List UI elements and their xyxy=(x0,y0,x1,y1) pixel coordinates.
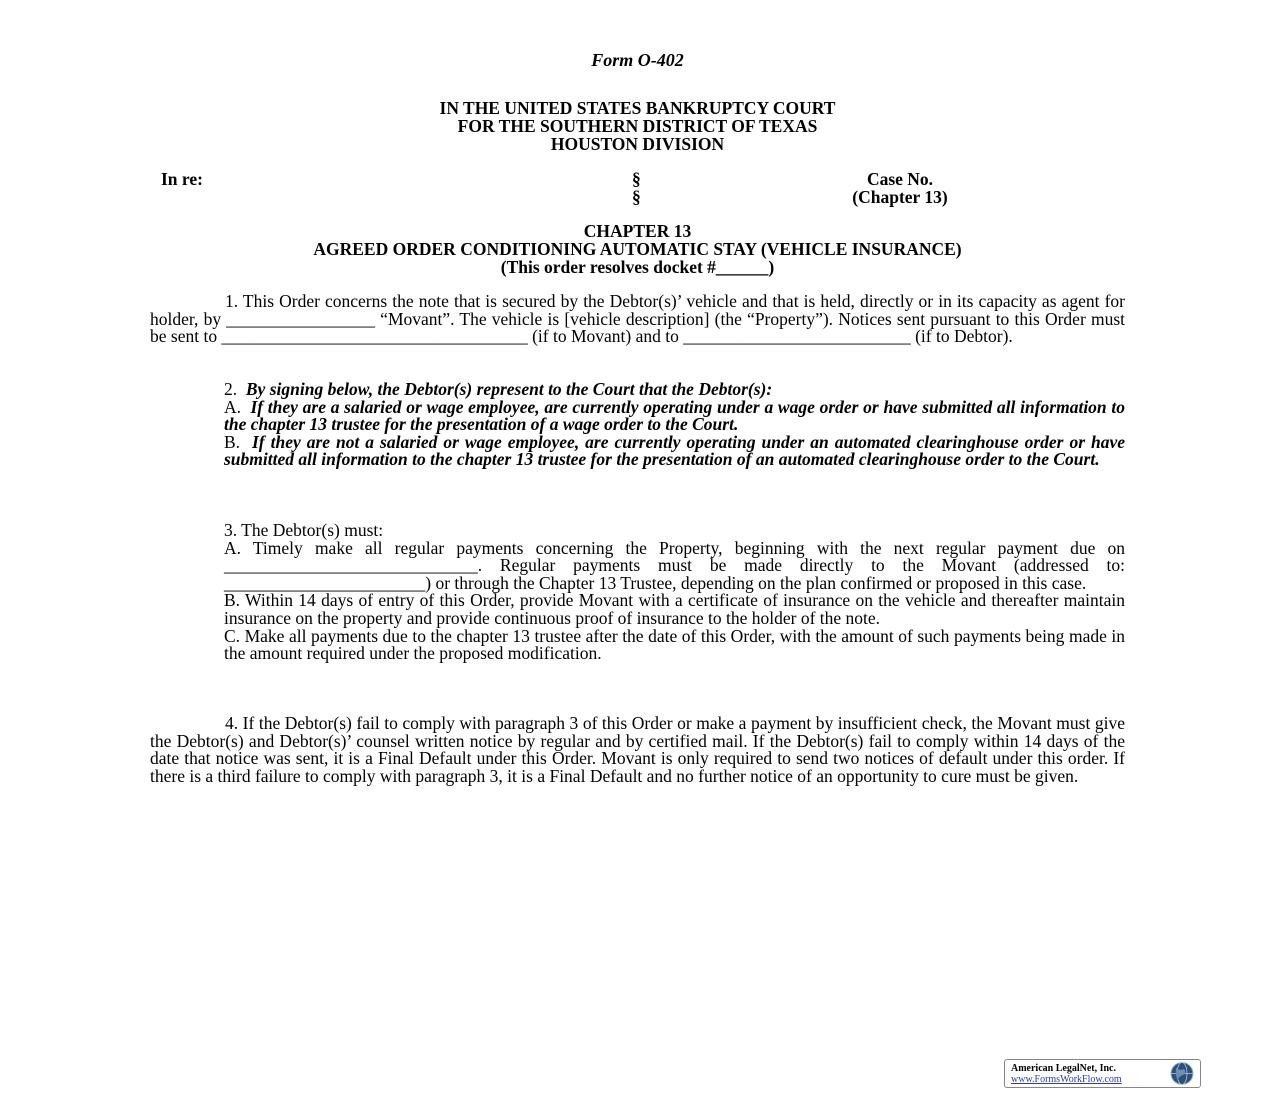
badge-company: American LegalNet, Inc. xyxy=(1011,1063,1116,1074)
court-line-2: FOR THE SOUTHERN DISTRICT OF TEXAS xyxy=(457,116,818,136)
section-mark: § xyxy=(632,169,641,189)
paragraph-3a: A. Timely make all regular payments concerning the Property, beginning with the next regular payment due on _____________________________. Regular payments must be made directly to the Movant (addressed to: _______________________) or through the Chapter 13 Trustee, depending on the plan confirmed or proposed in this case. xyxy=(224,537,1125,593)
paragraph-2b-label: B. xyxy=(224,431,241,452)
in-re-label: In re: xyxy=(161,169,203,189)
paragraph-3-intro: 3. The Debtor(s) must: xyxy=(224,520,384,540)
badge-url-link[interactable]: www.FormsWorkFlow.com xyxy=(1011,1074,1122,1085)
paragraph-2a-label: A. xyxy=(224,396,242,417)
paragraph-4: 4. If the Debtor(s) fail to comply with paragraph 3 of this Order or make a payment by insufficient check, the Movant must give the Debtor(s) and Debtor(s)’ counsel written notice by regular and by certified mail. If the Debtor(s) fail to comply within 14 days of the date that notice was sent, it is a Final Default under this Order. Movant is only required to send two notices of default under this order. If there is a third failure to comply with paragraph 3, it is a Final Default and no further notice of an opportunity to cure must be given. xyxy=(150,713,1125,786)
title-order-name: AGREED ORDER CONDITIONING AUTOMATIC STAY (VEHICLE INSURANCE) xyxy=(313,239,962,259)
case-number-label: Case No. xyxy=(866,169,934,189)
chapter-label: (Chapter 13) xyxy=(852,187,948,207)
globe-icon xyxy=(1163,1061,1197,1086)
paragraph-3c: C. Make all payments due to the chapter 13 trustee after the date of this Order, with the amount of such payments being made in the amount required under the proposed modification. xyxy=(224,625,1125,664)
paragraph-2 xyxy=(224,381,1125,469)
court-header xyxy=(0,99,1275,153)
paragraph-1: 1. This Order concerns the note that is secured by the Debtor(s)’ vehicle and that is held, directly or in its capacity as agent for holder, by _________________ “Movant”. The vehicle is [vehicle description] (the “Property”). Notices sent pursuant to this Order must be sent to ___________________________________ (if to Movant) and to __________________________ (if to Debtor). xyxy=(150,291,1125,347)
paragraph-2-intro: By signing below, the Debtor(s) represent to the Court that the Debtor(s): xyxy=(245,379,773,399)
form-id: Form O-402 xyxy=(591,50,684,70)
paragraph-2-number: 2. xyxy=(224,379,238,399)
paragraph-2a: If they are a salaried or wage employee, are currently operating under a wage order or have submitted all information to the chapter 13 trustee for the presentation of a wage order to the Court. xyxy=(224,396,1125,435)
section-mark: § xyxy=(632,187,641,207)
paragraph-3b: B. Within 14 days of entry of this Order, provide Movant with a certificate of insurance on the vehicle and thereafter maintain insurance on the property and provide continuous proof of insurance to the holder of the note. xyxy=(224,590,1125,628)
court-line-3: HOUSTON DIVISION xyxy=(550,134,725,154)
paragraph-3 xyxy=(224,522,1125,663)
paragraph-2b: If they are not a salaried or wage employee, are currently operating under an automated clearinghouse order or have submitted all information to the chapter 13 trustee for the presentation of an automated clearinghouse order to the Court. xyxy=(224,431,1125,470)
order-title xyxy=(0,222,1275,276)
court-line-1: IN THE UNITED STATES BANKRUPTCY COURT xyxy=(439,98,836,118)
title-chapter: CHAPTER 13 xyxy=(583,221,692,241)
title-docket: (This order resolves docket #______) xyxy=(500,257,775,277)
footer-badge[interactable] xyxy=(1004,1059,1201,1088)
